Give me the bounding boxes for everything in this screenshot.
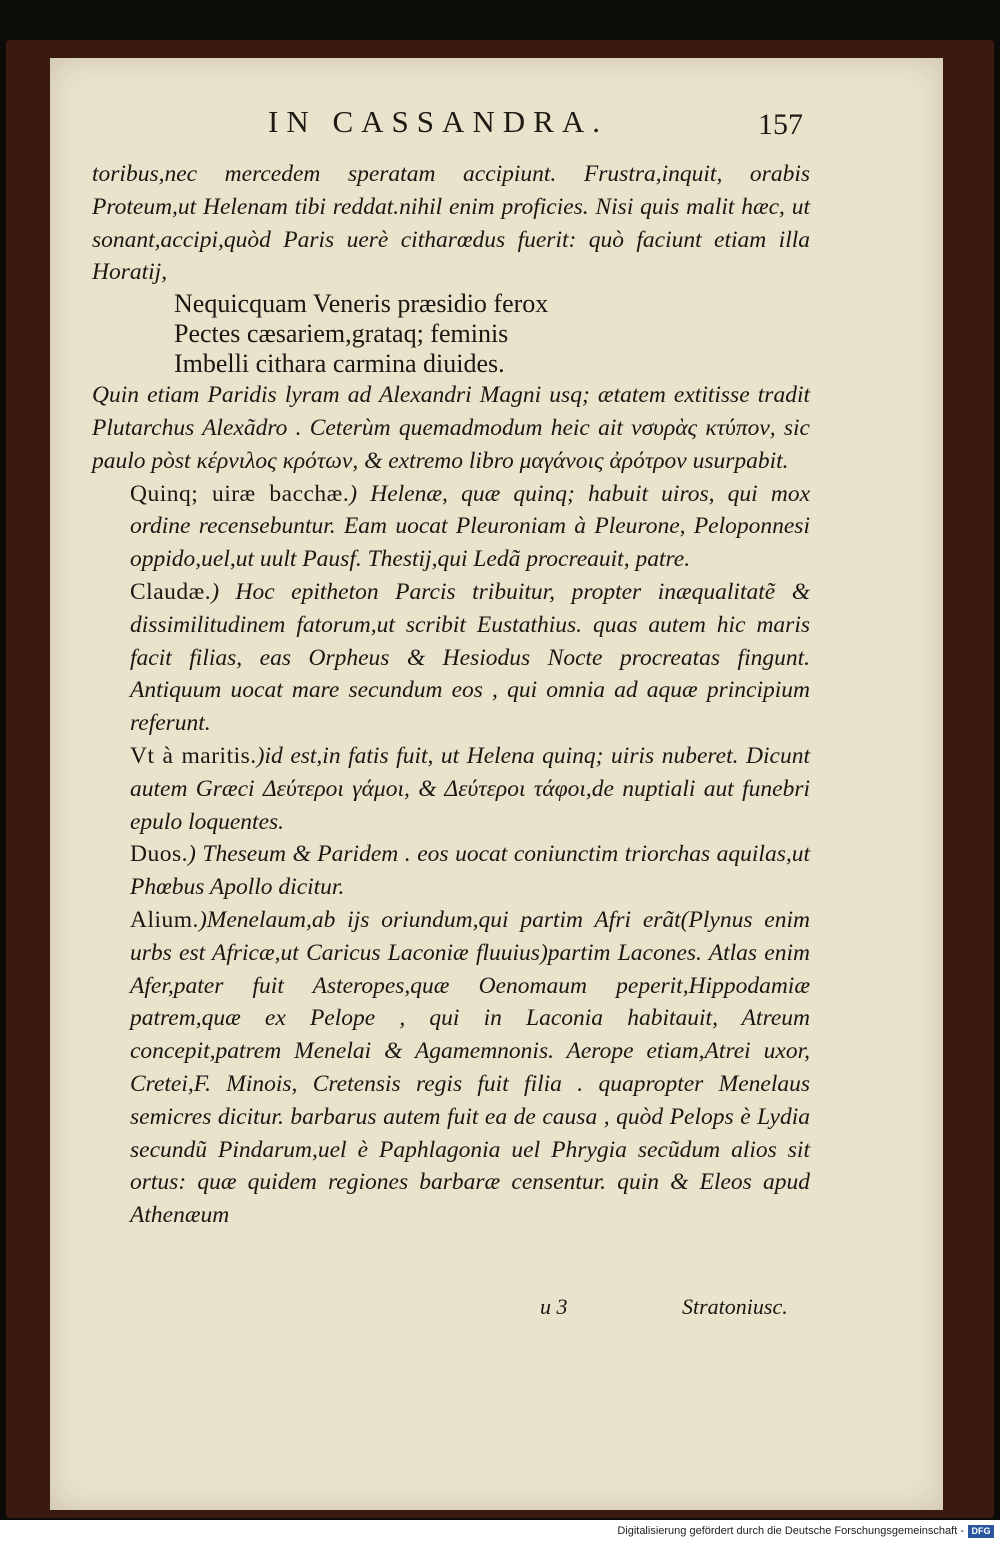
paragraph-2: Quin etiam Paridis lyram ad Alexandri Magni usq; ætatem extitisse tradit Plutarchus Alexãdro . Ceterùm quemadmodum heic ait νσυρὰς κτύπον, sic paulo pòst κέρνιλος κρότων, & extremo libro μαγάνοις ἀρότρον usurpabit. bbox=[92, 382, 810, 474]
page-number: 157 bbox=[758, 108, 803, 141]
signature-mark: u 3 bbox=[540, 1294, 568, 1319]
running-title: IN CASSANDRA. bbox=[268, 104, 608, 139]
gloss: ) Theseum & Paridem . eos uocat coniunctim triorchas aquilas,ut Phœbus Apollo dicitur. bbox=[130, 841, 810, 901]
lemma: Claudæ. bbox=[130, 578, 212, 605]
gloss: ) Helenæ, quæ quinq; habuit uiros, qui mox ordine recensebuntur. Eam uocat Pleuroniam à Pleurone, Peloponnesi oppido,uel,ut uult Pausf. Thestij,qui Ledã procreauit, patre. bbox=[130, 480, 811, 573]
verse-line-3: Imbelli cithara carmina diuides. bbox=[174, 349, 505, 379]
digitization-credit: Digitalisierung gefördert durch die Deutsche Forschungsgemeinschaft - bbox=[617, 1525, 964, 1537]
commentary-entry-claudae bbox=[92, 576, 810, 740]
page-text bbox=[92, 158, 810, 1232]
lemma: Vt à maritis. bbox=[130, 742, 257, 769]
lemma: Quinq; uiræ bacchæ. bbox=[130, 480, 350, 507]
verse-line-2: Pectes cæsariem,grataq; feminis bbox=[174, 319, 509, 349]
commentary-entry-duos bbox=[92, 838, 810, 904]
paragraph-1: toribus,nec mercedem speratam accipiunt. Frustra,inquit, orabis Proteum,ut Helenam tibi reddat.nihil enim proficies. Nisi quis malit hæc, ut sonant,accipi,quòd Paris uerè citharœdus fuerit: quò faciunt etiam illa Horatij, bbox=[92, 161, 810, 286]
verse-line-1: Nequicquam Veneris præsidio ferox bbox=[174, 289, 549, 319]
gloss: )Menelaum,ab ijs oriundum,qui partim Afri erãt(Plynus enim urbs est Africæ,ut Caricus Laconiæ fluuius)partim Lacones. Atlas enim Afer,pater fuit Asteropes,quæ Oenomaum peperit,Hippodamiæ patrem,quæ ex Pelope , qui in Laconia habitauit, Atreum concepit,patrem Menelai & Agamemnonis. Aerope etiam,Atrei uxor, Cretei,F. Minois, Cretensis regis fuit filia . quapropter Menelaus semicres dicitur. barbarus autem fuit ea de causa , quòd Pelops è Lydia secundũ Pindarum,uel è Paphlagonia uel Phrygia secũdum alios sit ortus: quæ quidem regiones barbaræ censentur. quin & Eleos apud Athenæum bbox=[130, 906, 810, 1229]
commentary-entry-alium bbox=[92, 904, 810, 1232]
commentary-entry-maritis bbox=[92, 740, 810, 838]
dfg-logo: DFG bbox=[968, 1525, 994, 1538]
gloss: )id est,in fatis fuit, ut Helena quinq; uiris nuberet. Dicunt autem Græci Δεύτεροι γάμοι, & Δεύτεροι τάφοι,de nuptiali aut funebri epulo loquentes. bbox=[130, 742, 810, 835]
page-footer bbox=[92, 1294, 810, 1326]
commentary-entry-quinq bbox=[92, 478, 810, 576]
lemma: Alium. bbox=[130, 906, 199, 933]
gloss: ) Hoc epitheton Parcis tribuitur, propter inæqualitatẽ & dissimilitudinem fatorum,ut scribit Eustathius. quas autem hic maris facit filias, eas Orpheus & Hesiodus Nocte procreatas fingunt. Antiquum uocat mare secundum eos , qui omnia ad aquæ principium referunt. bbox=[130, 578, 810, 737]
catchword: Stratoniusc. bbox=[682, 1294, 788, 1319]
lemma: Duos. bbox=[130, 841, 188, 868]
